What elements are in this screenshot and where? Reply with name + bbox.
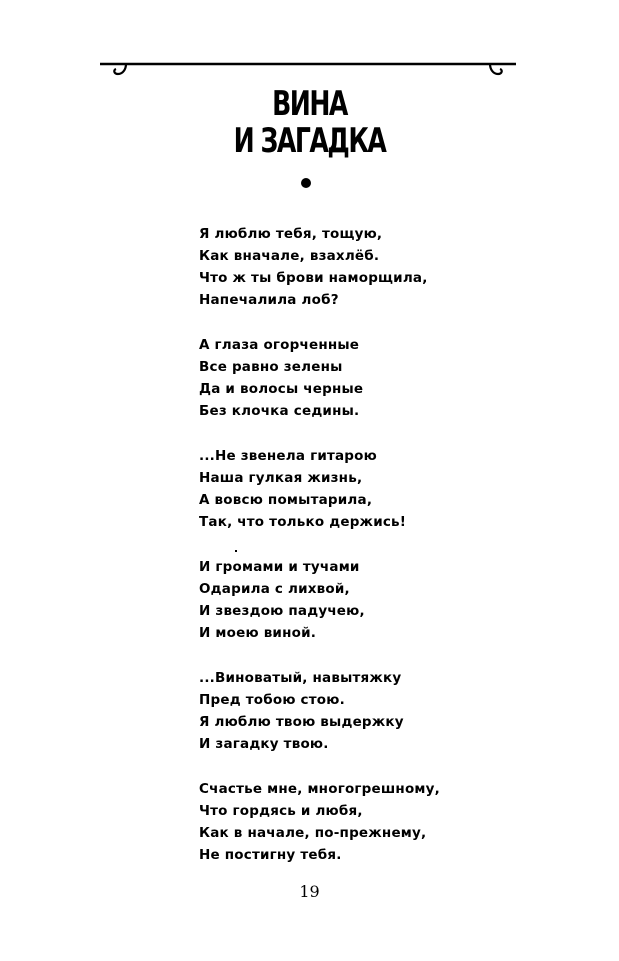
verse-line: И моею виной. [199, 625, 317, 641]
stanza [199, 223, 499, 311]
poem-title-line-1: ВИНА [272, 84, 347, 124]
poem-body [199, 223, 499, 889]
verse-line: Счастье мне, многогрешному, [199, 781, 440, 797]
verse-line: А вовсю помытарила, [199, 492, 373, 508]
verse-line: Напечалила лоб? [199, 292, 339, 308]
print-speck [235, 550, 237, 552]
verse-line: ...Виноватый, навытяжку [199, 670, 402, 686]
verse-line: Не постигну тебя. [199, 847, 342, 863]
verse-line: Все равно зелены [199, 359, 343, 375]
stanza [199, 667, 499, 755]
verse-line: Я люблю твою выдержку [199, 714, 404, 730]
verse-line: Наша гулкая жизнь, [199, 470, 363, 486]
verse-line: ...Не звенела гитарою [199, 448, 377, 464]
verse-line: Как вначале, взахлёб. [199, 248, 380, 264]
verse-line: Что гордясь и любя, [199, 803, 363, 819]
verse-line: Пред тобою стою. [199, 692, 345, 708]
verse-line: А глаза огорченные [199, 337, 360, 353]
stanza [199, 556, 499, 644]
verse-line: Да и волосы черные [199, 381, 364, 397]
stanza [199, 334, 499, 422]
stanza [199, 445, 499, 533]
verse-line: Что ж ты брови наморщила, [199, 270, 428, 286]
verse-line: И звездою падучею, [199, 603, 365, 619]
verse-line: И загадку твою. [199, 736, 329, 752]
page-number: 19 [299, 882, 320, 901]
verse-line: Я люблю тебя, тощую, [199, 226, 383, 242]
stanza [199, 778, 499, 866]
verse-line: Как в начале, по-прежнему, [199, 825, 427, 841]
poem-title-line-2: И ЗАГАДКА [233, 121, 386, 161]
verse-line: Одарила с лихвой, [199, 581, 350, 597]
verse-line: И громами и тучами [199, 559, 360, 575]
verse-line: Без клочка седины. [199, 403, 360, 419]
bullet-ornament-icon [301, 178, 311, 188]
scroll-rule-ornament-icon [96, 56, 520, 86]
verse-line: Так, что только держись! [199, 514, 407, 530]
